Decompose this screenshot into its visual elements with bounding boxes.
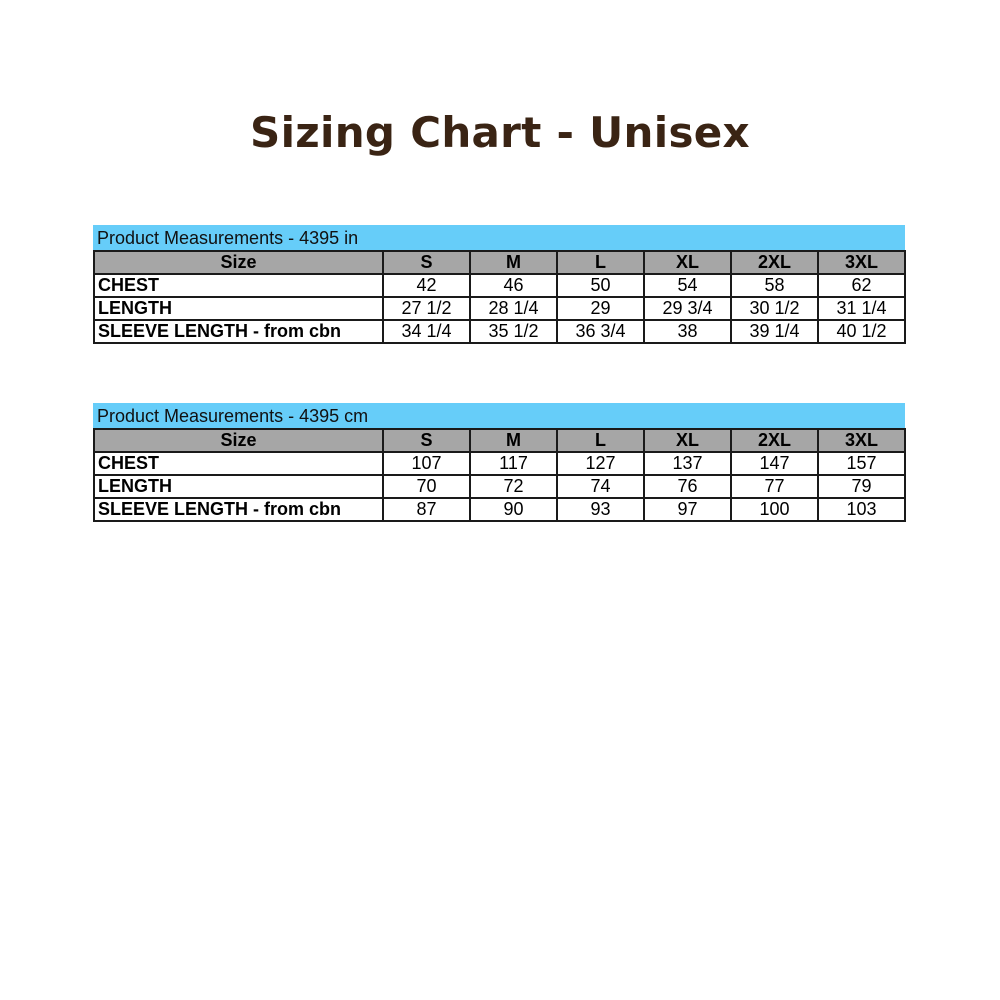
table-cell: 27 1/2 xyxy=(383,297,470,320)
table-cell: 29 xyxy=(557,297,644,320)
row-label: CHEST xyxy=(94,452,383,475)
header-size: M xyxy=(470,251,557,274)
table-cell: 46 xyxy=(470,274,557,297)
row-label: LENGTH xyxy=(94,475,383,498)
table-cell: 107 xyxy=(383,452,470,475)
header-size: L xyxy=(557,429,644,452)
table-cell: 157 xyxy=(818,452,905,475)
table-row xyxy=(94,475,905,498)
header-size: 3XL xyxy=(818,251,905,274)
table-cell: 62 xyxy=(818,274,905,297)
size-table xyxy=(93,428,906,522)
table-cell: 117 xyxy=(470,452,557,475)
table-row xyxy=(94,274,905,297)
table-cell: 70 xyxy=(383,475,470,498)
table-cell: 77 xyxy=(731,475,818,498)
header-size: XL xyxy=(644,429,731,452)
row-label: LENGTH xyxy=(94,297,383,320)
header-row xyxy=(94,251,905,274)
table-cell: 39 1/4 xyxy=(731,320,818,343)
row-label: SLEEVE LENGTH - from cbn xyxy=(94,498,383,521)
table-cell: 79 xyxy=(818,475,905,498)
table-cell: 40 1/2 xyxy=(818,320,905,343)
table-cell: 93 xyxy=(557,498,644,521)
table-caption: Product Measurements - 4395 in xyxy=(93,225,905,250)
table-cell: 34 1/4 xyxy=(383,320,470,343)
header-row xyxy=(94,429,905,452)
table-cell: 100 xyxy=(731,498,818,521)
table-cell: 54 xyxy=(644,274,731,297)
header-size: L xyxy=(557,251,644,274)
header-size-label: Size xyxy=(94,251,383,274)
table-row xyxy=(94,452,905,475)
header-size: 3XL xyxy=(818,429,905,452)
table-cell: 50 xyxy=(557,274,644,297)
page-title: Sizing Chart - Unisex xyxy=(250,108,750,157)
table-cell: 103 xyxy=(818,498,905,521)
header-size: S xyxy=(383,429,470,452)
table-cell: 58 xyxy=(731,274,818,297)
table-cell: 74 xyxy=(557,475,644,498)
header-size: S xyxy=(383,251,470,274)
table-row xyxy=(94,320,905,343)
table-row xyxy=(94,297,905,320)
table-cell: 76 xyxy=(644,475,731,498)
size-table xyxy=(93,250,906,344)
table-cell: 29 3/4 xyxy=(644,297,731,320)
table-cell: 28 1/4 xyxy=(470,297,557,320)
header-size-label: Size xyxy=(94,429,383,452)
table-cell: 127 xyxy=(557,452,644,475)
table-cell: 42 xyxy=(383,274,470,297)
table-cell: 87 xyxy=(383,498,470,521)
table-cell: 31 1/4 xyxy=(818,297,905,320)
measurements-table-cm xyxy=(93,403,905,522)
table-row xyxy=(94,498,905,521)
table-cell: 90 xyxy=(470,498,557,521)
header-size: 2XL xyxy=(731,251,818,274)
table-cell: 97 xyxy=(644,498,731,521)
measurements-table-inches xyxy=(93,225,905,344)
table-cell: 137 xyxy=(644,452,731,475)
header-size: 2XL xyxy=(731,429,818,452)
table-cell: 36 3/4 xyxy=(557,320,644,343)
header-size: XL xyxy=(644,251,731,274)
table-cell: 30 1/2 xyxy=(731,297,818,320)
row-label: SLEEVE LENGTH - from cbn xyxy=(94,320,383,343)
table-cell: 35 1/2 xyxy=(470,320,557,343)
table-cell: 72 xyxy=(470,475,557,498)
row-label: CHEST xyxy=(94,274,383,297)
table-cell: 38 xyxy=(644,320,731,343)
table-caption: Product Measurements - 4395 cm xyxy=(93,403,905,428)
table-cell: 147 xyxy=(731,452,818,475)
header-size: M xyxy=(470,429,557,452)
